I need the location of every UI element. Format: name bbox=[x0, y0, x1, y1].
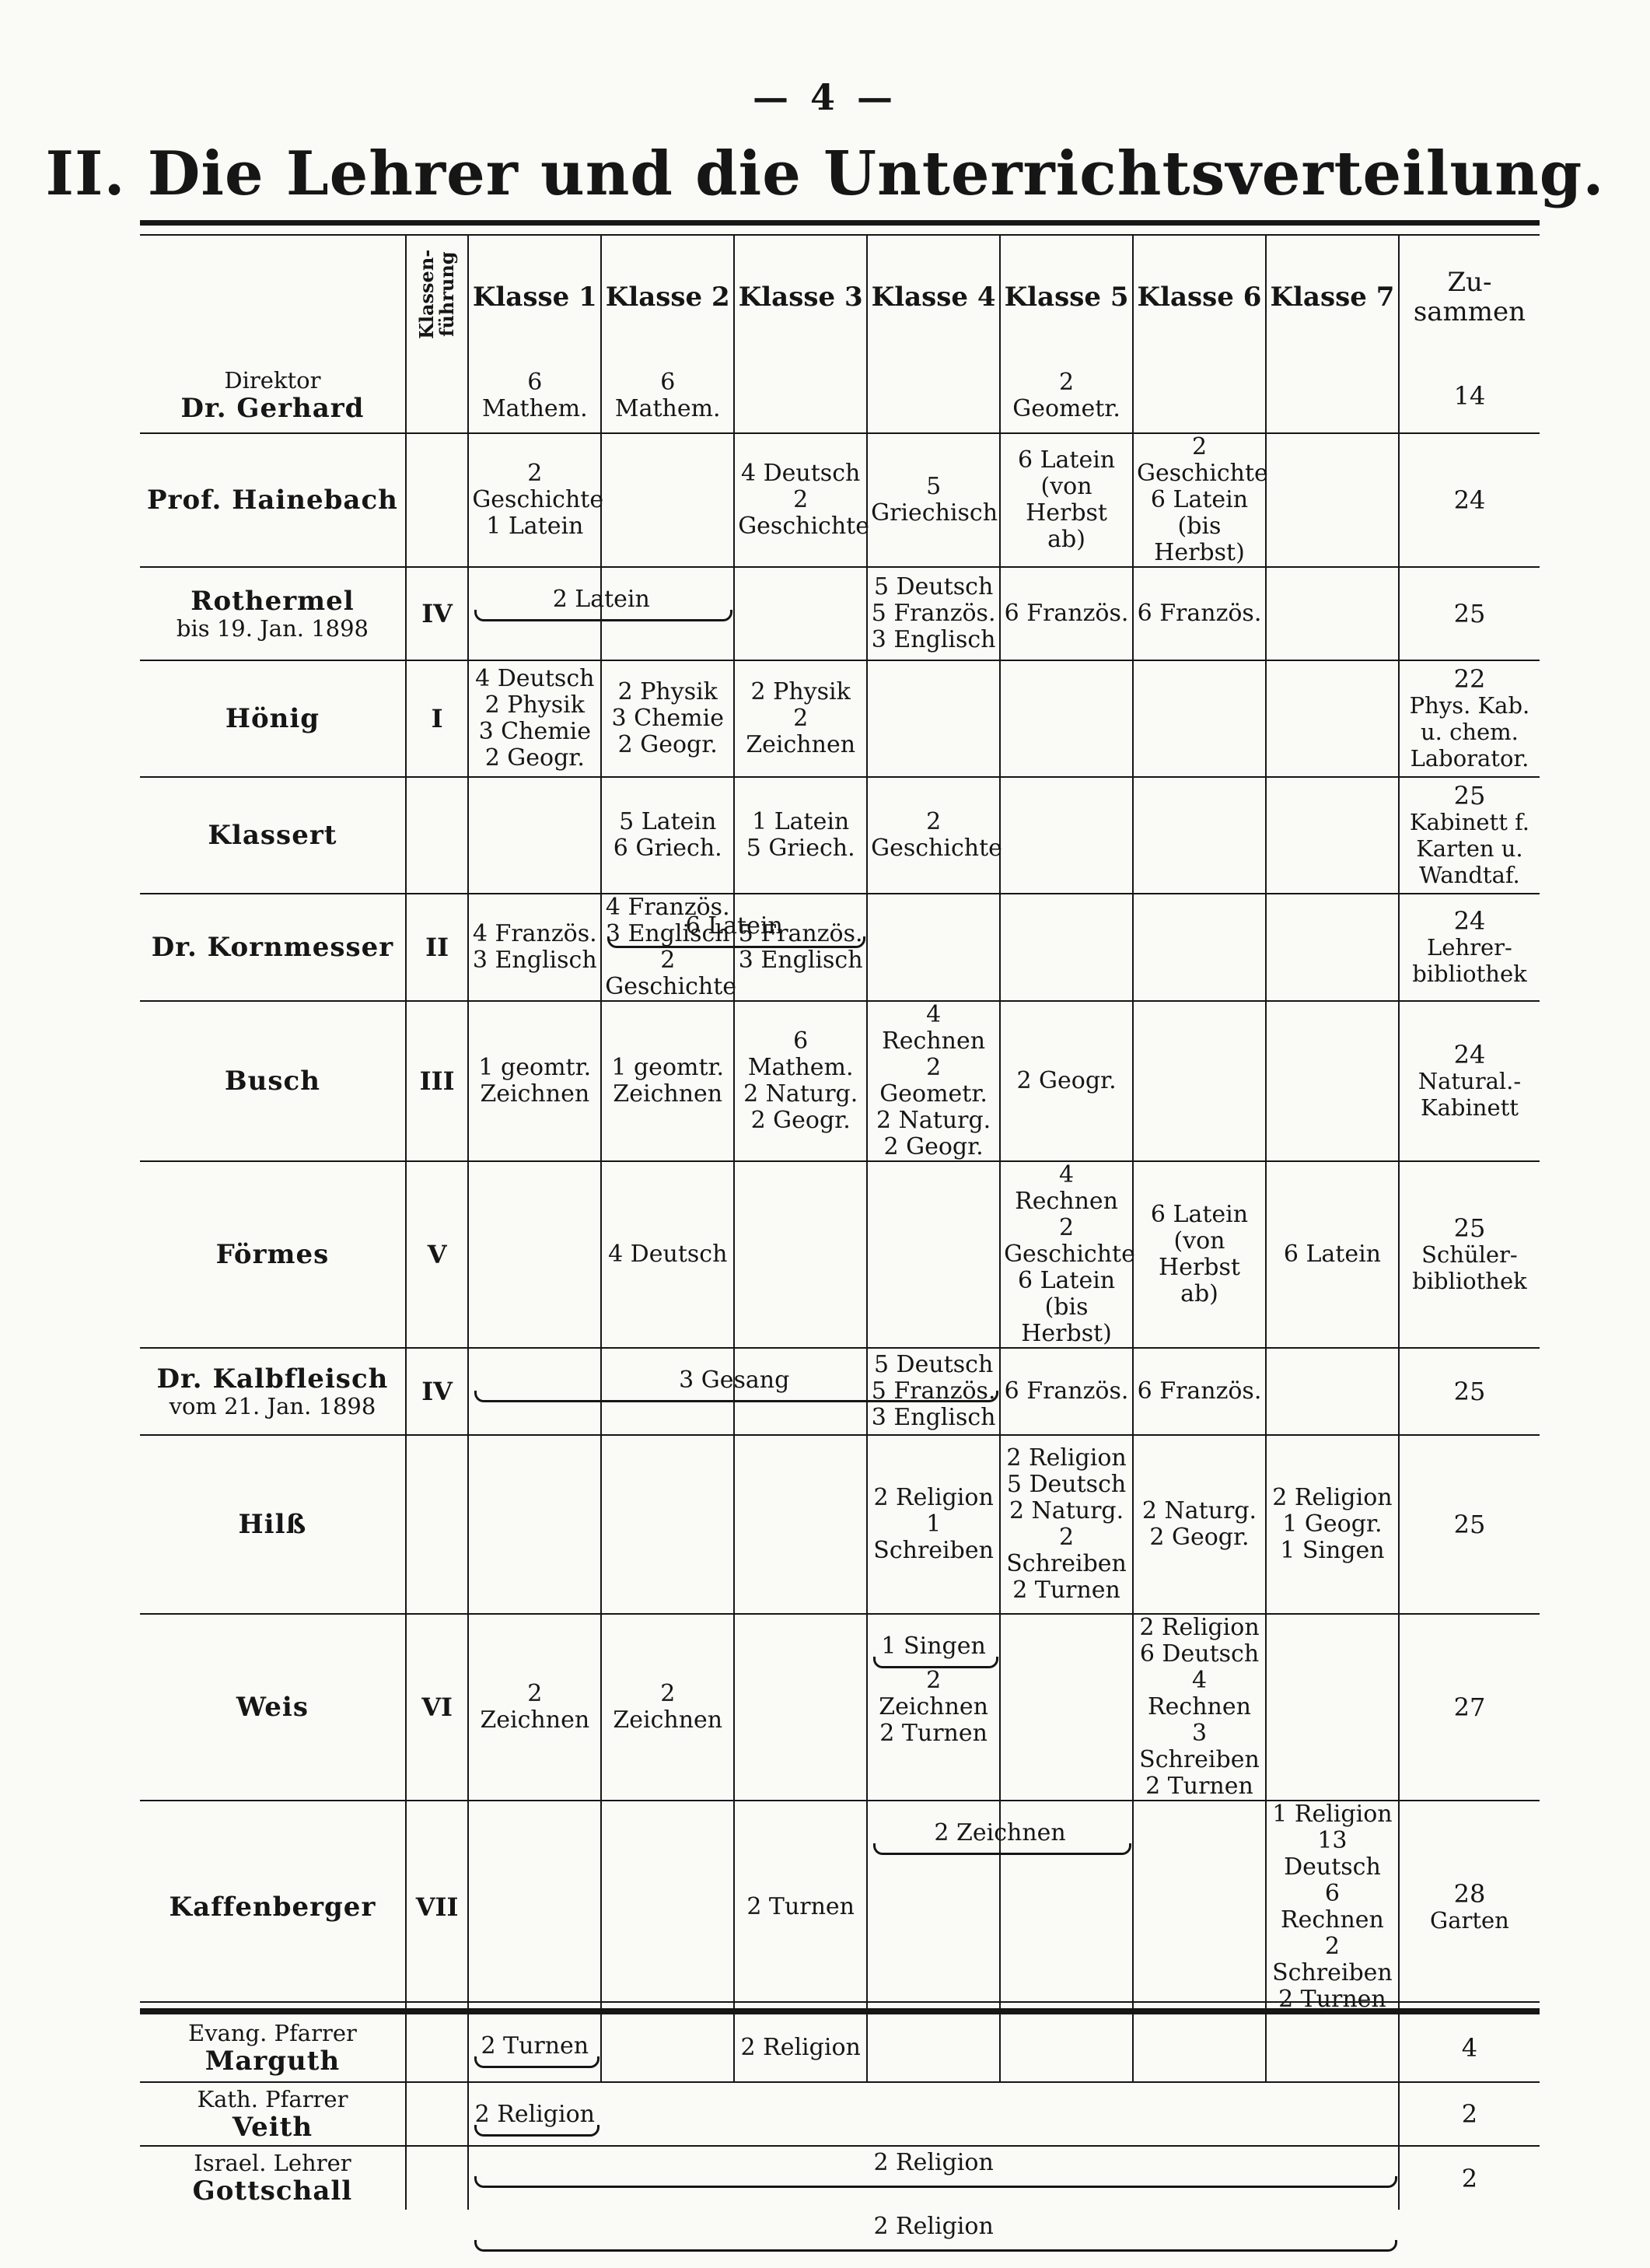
header-klasse-2: Klasse 2 bbox=[601, 236, 734, 359]
table-row bbox=[140, 2014, 1540, 2082]
lesson-cell-klasse-2: 2 Zeichnen bbox=[601, 1614, 734, 1801]
lesson-cell-klasse-5 bbox=[1000, 660, 1133, 777]
lesson-cell-klasse-5: 6 Französ. bbox=[1000, 567, 1133, 660]
lesson-cell-klasse-4 bbox=[867, 1161, 1000, 1348]
klassenfuehrung-cell bbox=[406, 777, 468, 894]
teacher-cell bbox=[140, 1161, 406, 1348]
klassenfuehrung-cell: VI bbox=[406, 1614, 468, 1801]
span-label: 2 Zeichnen bbox=[934, 1818, 1066, 1846]
lesson-cell-klasse-6: 2 Religion 6 Deutsch 4 Rechnen 3 Schreiben 2 Turnen bbox=[1133, 1614, 1266, 1801]
lesson-cell-klasse-5: 6 Latein (von Herbst ab) bbox=[1000, 433, 1133, 567]
lesson-cell-klasse-7 bbox=[1266, 1348, 1399, 1435]
klassenfuehrung-cell bbox=[406, 2082, 468, 2146]
teacher-cell bbox=[140, 433, 406, 567]
lesson-cell-klasse-7 bbox=[1266, 2014, 1399, 2082]
room-note: Phys. Kab. u. chem. Laborator. bbox=[1409, 692, 1530, 772]
table-row bbox=[140, 2082, 1540, 2146]
teacher-name: Förmes bbox=[215, 1239, 330, 1270]
teacher-name: Dr. Gerhard bbox=[180, 393, 365, 424]
lesson-cell-klasse-3 bbox=[734, 359, 867, 433]
page-title: II. Die Lehrer und die Unterrichtsverteilung. bbox=[45, 138, 1605, 209]
teacher-name: Dr. Kalbfleisch bbox=[156, 1363, 389, 1395]
lesson-cell-klasse-1 bbox=[468, 1801, 601, 2014]
teacher-cell bbox=[140, 1435, 406, 1614]
span-bracket bbox=[474, 2125, 600, 2137]
lesson-cell-klasse-4 bbox=[867, 894, 1000, 1001]
lesson-cell-klasse-4: 5 Griechisch bbox=[867, 433, 1000, 567]
teacher-cell bbox=[140, 777, 406, 894]
lesson-cell-klasse-2 bbox=[601, 433, 734, 567]
teacher-name: Gottschall bbox=[192, 2175, 353, 2207]
total-cell bbox=[1399, 2146, 1540, 2210]
lesson-cell-klasse-4 bbox=[867, 1801, 1000, 2014]
total-hours: 4 bbox=[1461, 2033, 1478, 2063]
teacher-cell bbox=[140, 359, 406, 433]
total-cell bbox=[1399, 2014, 1540, 2082]
teacher-name: Weis bbox=[236, 1692, 309, 1723]
table-row bbox=[140, 567, 1540, 660]
total-cell bbox=[1399, 894, 1540, 1001]
lesson-cell-klasse-6 bbox=[1133, 777, 1266, 894]
lesson-cell-klasse-5: 6 Französ. bbox=[1000, 1348, 1133, 1435]
total-cell bbox=[1399, 359, 1540, 433]
teacher-name: Marguth bbox=[205, 2045, 341, 2077]
total-hours: 24 bbox=[1453, 1040, 1486, 1069]
lesson-cell-klasse-2: 4 Deutsch bbox=[601, 1161, 734, 1348]
lesson-cell-klasse-3 bbox=[734, 1435, 867, 1614]
teacher-cell bbox=[140, 1348, 406, 1435]
span-bracket bbox=[873, 1657, 998, 1668]
teacher-cell bbox=[140, 567, 406, 660]
room-note: Lehrer- bibliothek bbox=[1412, 934, 1527, 987]
klassenfuehrung-cell: IV bbox=[406, 1348, 468, 1435]
total-hours: 25 bbox=[1453, 1377, 1486, 1406]
teacher-name: Hönig bbox=[225, 703, 320, 734]
teacher-cell bbox=[140, 1614, 406, 1801]
lesson-cell-klasse-5: 4 Rechnen 2 Geschichte 6 Latein (bis Herbst) bbox=[1000, 1161, 1133, 1348]
span-label: 2 Turnen bbox=[481, 2032, 589, 2060]
total-hours: 25 bbox=[1453, 781, 1486, 810]
lesson-cell-klasse-4: 5 Deutsch 5 Französ. 3 Englisch bbox=[867, 1348, 1000, 1435]
klassenfuehrung-cell bbox=[406, 359, 468, 433]
teacher-role: Evang. Pfarrer bbox=[188, 2019, 357, 2046]
teacher-cell bbox=[140, 2082, 406, 2146]
klassenfuehrung-cell: IV bbox=[406, 567, 468, 660]
header-row bbox=[140, 236, 1540, 359]
header-klasse-7: Klasse 7 bbox=[1266, 236, 1399, 359]
span-bracket bbox=[474, 1391, 998, 1402]
teacher-name: Busch bbox=[224, 1066, 320, 1097]
lesson-cell-klasse-1: 2 Zeichnen bbox=[468, 1614, 601, 1801]
table-row bbox=[140, 1161, 1540, 1348]
lesson-cell-klasse-3 bbox=[734, 1161, 867, 1348]
lesson-cell-klasse-6: 2 Geschichte 6 Latein (bis Herbst) bbox=[1133, 433, 1266, 567]
teacher-schedule-table bbox=[140, 236, 1540, 2210]
total-hours: 25 bbox=[1453, 1213, 1486, 1243]
total-hours: 2 bbox=[1461, 2163, 1478, 2193]
lesson-cell-klasse-7: 6 Latein bbox=[1266, 1161, 1399, 1348]
teacher-role: Direktor bbox=[224, 367, 321, 394]
lesson-cell-klasse-5: 2 Religion 5 Deutsch 2 Naturg. 2 Schreiben 2 Turnen bbox=[1000, 1435, 1133, 1614]
total-hours: 14 bbox=[1453, 380, 1486, 411]
table-row bbox=[140, 660, 1540, 777]
lesson-cell-klasse-7: 1 Religion 13 Deutsch 6 Rechnen 2 Schreiben 2 Turnen bbox=[1266, 1801, 1399, 2014]
table-row bbox=[140, 1614, 1540, 1801]
klassenfuehrung-cell: II bbox=[406, 894, 468, 1001]
table-row bbox=[140, 777, 1540, 894]
teacher-tenure: bis 19. Jan. 1898 bbox=[176, 614, 369, 642]
lesson-cell-klasse-7 bbox=[1266, 1001, 1399, 1161]
lesson-cell-klasse-3: 2 Turnen bbox=[734, 1801, 867, 2014]
table-row bbox=[140, 1435, 1540, 1614]
table-row bbox=[140, 1001, 1540, 1161]
lesson-cell-klasse-2 bbox=[601, 1801, 734, 2014]
klassenfuehrung-cell bbox=[406, 1435, 468, 1614]
lesson-cell-klasse-2: 5 Latein 6 Griech. bbox=[601, 777, 734, 894]
klassenfuehrung-cell: III bbox=[406, 1001, 468, 1161]
header-klasse-5: Klasse 5 bbox=[1000, 236, 1133, 359]
lesson-cell-klasse-3: 1 Latein 5 Griech. bbox=[734, 777, 867, 894]
span-bracket bbox=[474, 610, 732, 621]
lesson-cell-klasse-6 bbox=[1133, 1001, 1266, 1161]
lesson-cell-klasse-5 bbox=[1000, 777, 1133, 894]
lesson-cell-klasse-4: 2 Religion 1 Schreiben bbox=[867, 1435, 1000, 1614]
lesson-cell-klasse-2: 2 Physik 3 Chemie 2 Geogr. bbox=[601, 660, 734, 777]
lesson-cell-klasse-6: 6 Latein (von Herbst ab) bbox=[1133, 1161, 1266, 1348]
header-klasse-6: Klasse 6 bbox=[1133, 236, 1266, 359]
lesson-cell-klasse-2: 6 Mathem. bbox=[601, 359, 734, 433]
lesson-cell-klasse-6 bbox=[1133, 359, 1266, 433]
lesson-cell-klasse-2: 1 geomtr. Zeichnen bbox=[601, 1001, 734, 1161]
teacher-name: Hilß bbox=[238, 1509, 307, 1540]
table-row bbox=[140, 433, 1540, 567]
room-note: Schüler- bibliothek bbox=[1412, 1241, 1527, 1294]
teacher-name: Klassert bbox=[208, 820, 337, 851]
lesson-cell-klasse-1 bbox=[468, 2014, 601, 2082]
span-label: 2 Religion bbox=[873, 2148, 994, 2176]
span-bracket bbox=[474, 2056, 600, 2068]
klassenfuehrung-cell bbox=[406, 2146, 468, 2210]
teacher-tenure: vom 21. Jan. 1898 bbox=[169, 1392, 376, 1419]
schedule-table-inner-frame bbox=[140, 234, 1540, 2240]
total-cell bbox=[1399, 1348, 1540, 1435]
total-cell bbox=[1399, 567, 1540, 660]
lesson-cell-klasse-7 bbox=[1266, 433, 1399, 567]
total-hours: 25 bbox=[1453, 1510, 1486, 1539]
lesson-cell-klasse-3 bbox=[734, 567, 867, 660]
lesson-cell-klasse-1: 4 Französ. 3 Englisch bbox=[468, 894, 601, 1001]
lesson-cell-klasse-7 bbox=[1266, 894, 1399, 1001]
total-cell bbox=[1399, 1801, 1540, 2014]
lesson-cell-klasse-3: 4 Deutsch 2 Geschichte bbox=[734, 433, 867, 567]
total-hours: 27 bbox=[1453, 1692, 1486, 1722]
klassenfuehrung-cell: VII bbox=[406, 1801, 468, 2014]
header-klasse-1: Klasse 1 bbox=[468, 236, 601, 359]
lesson-cell-klasse-1: 4 Deutsch 2 Physik 3 Chemie 2 Geogr. bbox=[468, 660, 601, 777]
lesson-cell-klasse-7 bbox=[1266, 567, 1399, 660]
total-hours: 25 bbox=[1453, 599, 1486, 628]
header-klassenfuehrung: Klassen-führung bbox=[406, 236, 468, 359]
lesson-cell-klasse-4 bbox=[867, 2014, 1000, 2082]
span-bracket bbox=[607, 936, 865, 948]
lesson-cell-klasse-3 bbox=[734, 1614, 867, 1801]
total-hours: 28 bbox=[1453, 1879, 1486, 1909]
teacher-role: Kath. Pfarrer bbox=[197, 2085, 348, 2112]
lesson-cell-klasse-4: 5 Deutsch 5 Französ. 3 Englisch bbox=[867, 567, 1000, 660]
total-hours: 24 bbox=[1453, 485, 1486, 515]
span-label: 2 Latein bbox=[552, 585, 650, 613]
lesson-cell-klasse-1: 1 geomtr. Zeichnen bbox=[468, 1001, 601, 1161]
total-cell bbox=[1399, 1161, 1540, 1348]
lesson-cell-klasse-3: 5 Französ. 3 Englisch bbox=[734, 894, 867, 1001]
page-number: — 4 — bbox=[752, 76, 898, 118]
lesson-cell-klasse-7: 2 Religion 1 Geogr. 1 Singen bbox=[1266, 1435, 1399, 1614]
span-bracket bbox=[474, 2240, 1397, 2252]
teacher-cell bbox=[140, 894, 406, 1001]
teacher-name: Prof. Hainebach bbox=[146, 485, 398, 516]
teacher-cell bbox=[140, 2014, 406, 2082]
teacher-name: Kaffenberger bbox=[169, 1892, 376, 1923]
lesson-cell-klasse-3: 6 Mathem. 2 Naturg. 2 Geogr. bbox=[734, 1001, 867, 1161]
header-klasse-4: Klasse 4 bbox=[867, 236, 1000, 359]
lesson-cell-klasse-6 bbox=[1133, 894, 1266, 1001]
total-hours: 24 bbox=[1453, 906, 1486, 936]
room-note: Natural.- Kabinett bbox=[1418, 1068, 1522, 1121]
lesson-cell-klasse-3: 2 Physik 2 Zeichnen bbox=[734, 660, 867, 777]
lesson-cell-klasse-5 bbox=[1000, 894, 1133, 1001]
total-cell bbox=[1399, 1614, 1540, 1801]
teacher-cell bbox=[140, 660, 406, 777]
total-cell bbox=[1399, 433, 1540, 567]
span-bracket bbox=[474, 2176, 1397, 2188]
total-cell bbox=[1399, 1001, 1540, 1161]
lesson-cell-klasse-6 bbox=[1133, 1801, 1266, 2014]
lesson-cell-klasse-6 bbox=[1133, 660, 1266, 777]
lesson-cell-klasse-7 bbox=[1266, 660, 1399, 777]
teacher-name: Rothermel bbox=[191, 585, 355, 617]
lesson-cell-klasse-5: 2 Geometr. bbox=[1000, 359, 1133, 433]
lesson-cell-klasse-7 bbox=[1266, 1614, 1399, 1801]
lesson-cell-klasse-6 bbox=[1133, 2014, 1266, 2082]
lesson-cell-klasse-4: 2 Zeichnen 2 Turnen bbox=[867, 1614, 1000, 1801]
lesson-cell-klasse-1 bbox=[468, 1435, 601, 1614]
lesson-cell-klasse-3: 2 Religion bbox=[734, 2014, 867, 2082]
lesson-cell-klasse-1 bbox=[468, 777, 601, 894]
lesson-cell-klasse-5: 2 Geogr. bbox=[1000, 1001, 1133, 1161]
klassenfuehrung-cell: I bbox=[406, 660, 468, 777]
span-label: 2 Religion bbox=[873, 2212, 994, 2240]
room-note: Garten bbox=[1430, 1907, 1509, 1934]
header-zusammen: Zu- sammen bbox=[1399, 236, 1540, 359]
total-cell bbox=[1399, 777, 1540, 894]
lesson-cell-klasse-7 bbox=[1266, 777, 1399, 894]
lesson-cell-klasse-5 bbox=[1000, 2014, 1133, 2082]
lesson-cell-klasse-5 bbox=[1000, 1614, 1133, 1801]
span-label: 6 Latein bbox=[685, 912, 783, 940]
span-label: 1 Singen bbox=[881, 1632, 986, 1660]
total-cell bbox=[1399, 2082, 1540, 2146]
teacher-name: Dr. Kornmesser bbox=[151, 932, 394, 963]
lesson-cell-klasse-2 bbox=[601, 2014, 734, 2082]
schedule-table-frame bbox=[140, 220, 1540, 2240]
lesson-cell-klasse-5 bbox=[1000, 1801, 1133, 2014]
klassenfuehrung-cell bbox=[406, 433, 468, 567]
teacher-role: Israel. Lehrer bbox=[194, 2150, 351, 2176]
table-row bbox=[140, 1801, 1540, 2014]
lesson-cell-klasse-4: 4 Rechnen 2 Geometr. 2 Naturg. 2 Geogr. bbox=[867, 1001, 1000, 1161]
table-body bbox=[140, 359, 1540, 2210]
total-hours: 2 bbox=[1461, 2099, 1478, 2129]
lesson-cell-klasse-1: 6 Mathem. bbox=[468, 359, 601, 433]
teacher-cell bbox=[140, 1001, 406, 1161]
lesson-cell-klasse-2: 4 Französ. 3 Englisch 2 Geschichte bbox=[601, 894, 734, 1001]
lesson-cell-klasse-4 bbox=[867, 660, 1000, 777]
lesson-cell-klasse-4 bbox=[867, 359, 1000, 433]
span-label: 3 Gesang bbox=[679, 1366, 790, 1394]
klassenfuehrung-cell bbox=[406, 2014, 468, 2082]
span-cell-klasse-1-7 bbox=[468, 2082, 1399, 2146]
span-bracket bbox=[873, 1843, 1131, 1855]
header-name bbox=[140, 236, 406, 359]
teacher-cell bbox=[140, 1801, 406, 2014]
lesson-cell-klasse-4: 2 Geschichte bbox=[867, 777, 1000, 894]
lesson-cell-klasse-1: 2 Geschichte 1 Latein bbox=[468, 433, 601, 567]
lesson-cell-klasse-6: 6 Französ. bbox=[1133, 567, 1266, 660]
teacher-cell bbox=[140, 2146, 406, 2210]
lesson-cell-klasse-6: 2 Naturg. 2 Geogr. bbox=[1133, 1435, 1266, 1614]
total-cell bbox=[1399, 1435, 1540, 1614]
lesson-cell-klasse-6: 6 Französ. bbox=[1133, 1348, 1266, 1435]
teacher-name: Veith bbox=[232, 2111, 313, 2143]
header-klasse-3: Klasse 3 bbox=[734, 236, 867, 359]
table-row bbox=[140, 359, 1540, 433]
span-label: 2 Religion bbox=[474, 2100, 595, 2128]
room-note: Kabinett f. Karten u. Wandtaf. bbox=[1409, 809, 1529, 888]
lesson-cell-klasse-7 bbox=[1266, 359, 1399, 433]
lesson-cell-klasse-1 bbox=[468, 1161, 601, 1348]
total-cell bbox=[1399, 660, 1540, 777]
lesson-cell-klasse-2 bbox=[601, 1435, 734, 1614]
total-hours: 22 bbox=[1453, 664, 1486, 694]
klassenfuehrung-cell: V bbox=[406, 1161, 468, 1348]
